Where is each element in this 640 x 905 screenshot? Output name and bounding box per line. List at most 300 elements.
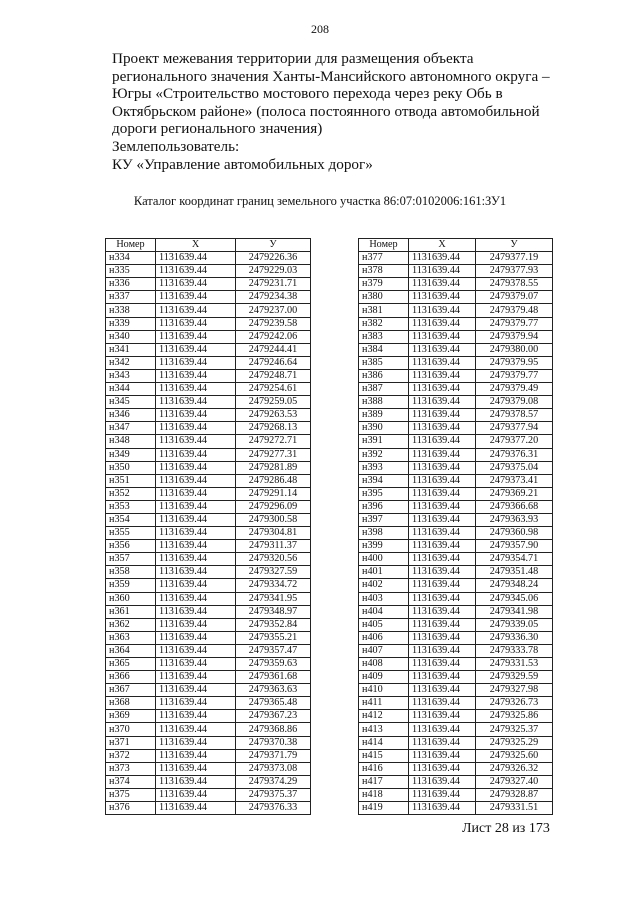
table-row xyxy=(106,697,311,710)
x-coordinate-cell: 1131639.44 xyxy=(409,343,476,356)
y-coordinate-cell: 2479375.04 xyxy=(476,461,553,474)
y-coordinate-cell: 2479231.71 xyxy=(236,278,311,291)
point-number-cell: н390 xyxy=(359,422,409,435)
x-coordinate-cell: 1131639.44 xyxy=(409,383,476,396)
table-row xyxy=(106,788,311,801)
table-row xyxy=(359,788,553,801)
table-row xyxy=(106,540,311,553)
point-number-cell: н379 xyxy=(359,278,409,291)
x-coordinate-cell: 1131639.44 xyxy=(156,592,236,605)
x-coordinate-cell: 1131639.44 xyxy=(409,684,476,697)
table-row xyxy=(106,409,311,422)
point-number-cell: н340 xyxy=(106,330,156,343)
point-number-cell: н385 xyxy=(359,356,409,369)
point-number-cell: н392 xyxy=(359,448,409,461)
y-coordinate-cell: 2479300.58 xyxy=(236,513,311,526)
point-number-cell: н384 xyxy=(359,343,409,356)
y-coordinate-cell: 2479377.19 xyxy=(476,252,553,265)
y-coordinate-cell: 2479277.31 xyxy=(236,448,311,461)
y-coordinate-cell: 2479375.37 xyxy=(236,788,311,801)
table-row xyxy=(359,330,553,343)
table-row xyxy=(359,487,553,500)
x-coordinate-cell: 1131639.44 xyxy=(156,618,236,631)
y-coordinate-cell: 2479379.77 xyxy=(476,317,553,330)
table-row xyxy=(106,369,311,382)
table-row xyxy=(106,278,311,291)
sheet-counter: Лист 28 из 173 xyxy=(462,821,550,836)
point-number-cell: н355 xyxy=(106,527,156,540)
y-coordinate-cell: 2479368.86 xyxy=(236,723,311,736)
table-row xyxy=(106,658,311,671)
table-row xyxy=(359,278,553,291)
point-number-cell: н388 xyxy=(359,396,409,409)
table-row xyxy=(106,343,311,356)
y-coordinate-cell: 2479242.06 xyxy=(236,330,311,343)
y-coordinate-cell: 2479229.03 xyxy=(236,265,311,278)
point-number-cell: н359 xyxy=(106,579,156,592)
y-coordinate-cell: 2479378.57 xyxy=(476,409,553,422)
x-coordinate-cell: 1131639.44 xyxy=(409,461,476,474)
y-coordinate-cell: 2479333.78 xyxy=(476,644,553,657)
point-number-cell: н357 xyxy=(106,553,156,566)
x-coordinate-cell: 1131639.44 xyxy=(409,396,476,409)
point-number-cell: н383 xyxy=(359,330,409,343)
table-row xyxy=(359,566,553,579)
x-coordinate-cell: 1131639.44 xyxy=(156,461,236,474)
column-header-number: Номер xyxy=(106,239,156,252)
point-number-cell: н365 xyxy=(106,658,156,671)
x-coordinate-cell: 1131639.44 xyxy=(409,487,476,500)
x-coordinate-cell: 1131639.44 xyxy=(156,788,236,801)
point-number-cell: н417 xyxy=(359,775,409,788)
point-number-cell: н374 xyxy=(106,775,156,788)
table-row xyxy=(106,566,311,579)
y-coordinate-cell: 2479244.41 xyxy=(236,343,311,356)
y-coordinate-cell: 2479304.81 xyxy=(236,527,311,540)
point-number-cell: н354 xyxy=(106,513,156,526)
y-coordinate-cell: 2479348.24 xyxy=(476,579,553,592)
point-number-cell: н342 xyxy=(106,356,156,369)
table-row xyxy=(106,422,311,435)
x-coordinate-cell: 1131639.44 xyxy=(409,540,476,553)
x-coordinate-cell: 1131639.44 xyxy=(156,278,236,291)
table-row xyxy=(106,252,311,265)
x-coordinate-cell: 1131639.44 xyxy=(156,265,236,278)
table-row xyxy=(106,291,311,304)
point-number-cell: н416 xyxy=(359,762,409,775)
header-line: регионального значения Ханты-Мансийского автономного округа – xyxy=(112,67,550,85)
point-number-cell: н380 xyxy=(359,291,409,304)
table-row xyxy=(359,461,553,474)
y-coordinate-cell: 2479272.71 xyxy=(236,435,311,448)
point-number-cell: н373 xyxy=(106,762,156,775)
x-coordinate-cell: 1131639.44 xyxy=(409,566,476,579)
x-coordinate-cell: 1131639.44 xyxy=(409,474,476,487)
header-line: Югры «Строительство мостового перехода через реку Обь в xyxy=(112,85,503,103)
table-row xyxy=(106,618,311,631)
y-coordinate-cell: 2479329.59 xyxy=(476,671,553,684)
x-coordinate-cell: 1131639.44 xyxy=(156,383,236,396)
point-number-cell: н336 xyxy=(106,278,156,291)
y-coordinate-cell: 2479373.08 xyxy=(236,762,311,775)
y-coordinate-cell: 2479374.29 xyxy=(236,775,311,788)
point-number-cell: н407 xyxy=(359,644,409,657)
table-row xyxy=(359,697,553,710)
table-row xyxy=(359,592,553,605)
x-coordinate-cell: 1131639.44 xyxy=(156,487,236,500)
y-coordinate-cell: 2479331.53 xyxy=(476,658,553,671)
table-row xyxy=(359,265,553,278)
x-coordinate-cell: 1131639.44 xyxy=(409,291,476,304)
point-number-cell: н334 xyxy=(106,252,156,265)
y-coordinate-cell: 2479237.00 xyxy=(236,304,311,317)
x-coordinate-cell: 1131639.44 xyxy=(156,710,236,723)
x-coordinate-cell: 1131639.44 xyxy=(409,671,476,684)
y-coordinate-cell: 2479354.71 xyxy=(476,553,553,566)
point-number-cell: н404 xyxy=(359,605,409,618)
y-coordinate-cell: 2479352.84 xyxy=(236,618,311,631)
table-row xyxy=(106,474,311,487)
x-coordinate-cell: 1131639.44 xyxy=(156,527,236,540)
x-coordinate-cell: 1131639.44 xyxy=(409,553,476,566)
x-coordinate-cell: 1131639.44 xyxy=(409,802,476,815)
x-coordinate-cell: 1131639.44 xyxy=(409,278,476,291)
table-row xyxy=(359,435,553,448)
y-coordinate-cell: 2479371.79 xyxy=(236,749,311,762)
y-coordinate-cell: 2479357.47 xyxy=(236,644,311,657)
table-row xyxy=(359,383,553,396)
page-number: 208 xyxy=(311,22,329,36)
x-coordinate-cell: 1131639.44 xyxy=(409,762,476,775)
point-number-cell: н356 xyxy=(106,540,156,553)
table-row xyxy=(106,684,311,697)
point-number-cell: н386 xyxy=(359,369,409,382)
y-coordinate-cell: 2479327.59 xyxy=(236,566,311,579)
table-row xyxy=(359,527,553,540)
y-coordinate-cell: 2479263.53 xyxy=(236,409,311,422)
x-coordinate-cell: 1131639.44 xyxy=(409,513,476,526)
point-number-cell: н408 xyxy=(359,658,409,671)
point-number-cell: н406 xyxy=(359,631,409,644)
point-number-cell: н402 xyxy=(359,579,409,592)
table-row xyxy=(359,644,553,657)
x-coordinate-cell: 1131639.44 xyxy=(409,775,476,788)
x-coordinate-cell: 1131639.44 xyxy=(156,330,236,343)
point-number-cell: н348 xyxy=(106,435,156,448)
coordinates-table-left xyxy=(105,238,311,815)
y-coordinate-cell: 2479328.87 xyxy=(476,788,553,801)
table-row xyxy=(106,631,311,644)
y-coordinate-cell: 2479348.97 xyxy=(236,605,311,618)
x-coordinate-cell: 1131639.44 xyxy=(409,356,476,369)
x-coordinate-cell: 1131639.44 xyxy=(156,553,236,566)
column-header-x: Х xyxy=(409,239,476,252)
point-number-cell: н391 xyxy=(359,435,409,448)
x-coordinate-cell: 1131639.44 xyxy=(409,605,476,618)
point-number-cell: н415 xyxy=(359,749,409,762)
y-coordinate-cell: 2479291.14 xyxy=(236,487,311,500)
land-user-label: Землепользователь: xyxy=(112,137,240,155)
x-coordinate-cell: 1131639.44 xyxy=(409,369,476,382)
x-coordinate-cell: 1131639.44 xyxy=(409,579,476,592)
y-coordinate-cell: 2479254.61 xyxy=(236,383,311,396)
point-number-cell: н414 xyxy=(359,736,409,749)
table-row xyxy=(359,671,553,684)
column-header-x: Х xyxy=(156,239,236,252)
point-number-cell: н389 xyxy=(359,409,409,422)
y-coordinate-cell: 2479379.49 xyxy=(476,383,553,396)
y-coordinate-cell: 2479373.41 xyxy=(476,474,553,487)
x-coordinate-cell: 1131639.44 xyxy=(409,749,476,762)
table-row xyxy=(359,422,553,435)
table-row xyxy=(359,343,553,356)
x-coordinate-cell: 1131639.44 xyxy=(156,343,236,356)
x-coordinate-cell: 1131639.44 xyxy=(409,618,476,631)
table-row xyxy=(359,710,553,723)
table-row xyxy=(106,802,311,815)
table-row xyxy=(106,723,311,736)
x-coordinate-cell: 1131639.44 xyxy=(156,317,236,330)
x-coordinate-cell: 1131639.44 xyxy=(409,330,476,343)
x-coordinate-cell: 1131639.44 xyxy=(409,736,476,749)
x-coordinate-cell: 1131639.44 xyxy=(156,396,236,409)
point-number-cell: н361 xyxy=(106,605,156,618)
table-row xyxy=(106,605,311,618)
x-coordinate-cell: 1131639.44 xyxy=(156,566,236,579)
point-number-cell: н382 xyxy=(359,317,409,330)
table-row xyxy=(106,749,311,762)
table-row xyxy=(106,527,311,540)
point-number-cell: н375 xyxy=(106,788,156,801)
y-coordinate-cell: 2479379.48 xyxy=(476,304,553,317)
x-coordinate-cell: 1131639.44 xyxy=(156,540,236,553)
y-coordinate-cell: 2479334.72 xyxy=(236,579,311,592)
x-coordinate-cell: 1131639.44 xyxy=(409,631,476,644)
y-coordinate-cell: 2479363.93 xyxy=(476,513,553,526)
x-coordinate-cell: 1131639.44 xyxy=(156,644,236,657)
y-coordinate-cell: 2479355.21 xyxy=(236,631,311,644)
y-coordinate-cell: 2479325.37 xyxy=(476,723,553,736)
table-row xyxy=(359,658,553,671)
point-number-cell: н337 xyxy=(106,291,156,304)
y-coordinate-cell: 2479376.33 xyxy=(236,802,311,815)
x-coordinate-cell: 1131639.44 xyxy=(156,304,236,317)
y-coordinate-cell: 2479363.63 xyxy=(236,684,311,697)
y-coordinate-cell: 2479248.71 xyxy=(236,369,311,382)
table-row xyxy=(359,369,553,382)
point-number-cell: н352 xyxy=(106,487,156,500)
x-coordinate-cell: 1131639.44 xyxy=(156,579,236,592)
point-number-cell: н399 xyxy=(359,540,409,553)
point-number-cell: н410 xyxy=(359,684,409,697)
point-number-cell: н400 xyxy=(359,553,409,566)
y-coordinate-cell: 2479268.13 xyxy=(236,422,311,435)
document-header xyxy=(112,50,582,173)
y-coordinate-cell: 2479380.00 xyxy=(476,343,553,356)
point-number-cell: н395 xyxy=(359,487,409,500)
x-coordinate-cell: 1131639.44 xyxy=(409,317,476,330)
x-coordinate-cell: 1131639.44 xyxy=(409,697,476,710)
table-header-row xyxy=(359,239,553,252)
table-row xyxy=(359,775,553,788)
x-coordinate-cell: 1131639.44 xyxy=(409,710,476,723)
point-number-cell: н363 xyxy=(106,631,156,644)
x-coordinate-cell: 1131639.44 xyxy=(409,592,476,605)
coordinates-table-right xyxy=(358,238,553,815)
point-number-cell: н353 xyxy=(106,500,156,513)
y-coordinate-cell: 2479357.90 xyxy=(476,540,553,553)
x-coordinate-cell: 1131639.44 xyxy=(156,409,236,422)
table-row xyxy=(359,317,553,330)
y-coordinate-cell: 2479366.68 xyxy=(476,500,553,513)
y-coordinate-cell: 2479379.77 xyxy=(476,369,553,382)
table-row xyxy=(359,252,553,265)
table-row xyxy=(359,500,553,513)
point-number-cell: н398 xyxy=(359,527,409,540)
table-row xyxy=(106,775,311,788)
catalog-title: Каталог координат границ земельного участка 86:07:0102006:161:ЗУ1 xyxy=(133,194,507,208)
table-row xyxy=(359,749,553,762)
point-number-cell: н394 xyxy=(359,474,409,487)
table-row xyxy=(106,461,311,474)
table-row xyxy=(106,500,311,513)
point-number-cell: н412 xyxy=(359,710,409,723)
x-coordinate-cell: 1131639.44 xyxy=(409,435,476,448)
point-number-cell: н338 xyxy=(106,304,156,317)
table-row xyxy=(359,605,553,618)
header-line: дороги регионального значения) xyxy=(112,120,323,138)
point-number-cell: н401 xyxy=(359,566,409,579)
x-coordinate-cell: 1131639.44 xyxy=(156,762,236,775)
y-coordinate-cell: 2479320.56 xyxy=(236,553,311,566)
point-number-cell: н381 xyxy=(359,304,409,317)
table-row xyxy=(359,356,553,369)
x-coordinate-cell: 1131639.44 xyxy=(156,658,236,671)
y-coordinate-cell: 2479351.48 xyxy=(476,566,553,579)
table-row xyxy=(359,579,553,592)
y-coordinate-cell: 2479339.05 xyxy=(476,618,553,631)
x-coordinate-cell: 1131639.44 xyxy=(156,749,236,762)
table-row xyxy=(359,396,553,409)
table-row xyxy=(359,553,553,566)
point-number-cell: н405 xyxy=(359,618,409,631)
point-number-cell: н346 xyxy=(106,409,156,422)
y-coordinate-cell: 2479327.40 xyxy=(476,775,553,788)
x-coordinate-cell: 1131639.44 xyxy=(409,252,476,265)
column-header-y: У xyxy=(476,239,553,252)
point-number-cell: н397 xyxy=(359,513,409,526)
table-row xyxy=(359,448,553,461)
table-row xyxy=(106,579,311,592)
table-row xyxy=(359,684,553,697)
table-row xyxy=(106,265,311,278)
y-coordinate-cell: 2479345.06 xyxy=(476,592,553,605)
point-number-cell: н344 xyxy=(106,383,156,396)
x-coordinate-cell: 1131639.44 xyxy=(409,265,476,278)
x-coordinate-cell: 1131639.44 xyxy=(156,684,236,697)
x-coordinate-cell: 1131639.44 xyxy=(156,671,236,684)
table-row xyxy=(106,513,311,526)
x-coordinate-cell: 1131639.44 xyxy=(409,527,476,540)
column-header-y: У xyxy=(236,239,311,252)
y-coordinate-cell: 2479325.86 xyxy=(476,710,553,723)
y-coordinate-cell: 2479296.09 xyxy=(236,500,311,513)
point-number-cell: н370 xyxy=(106,723,156,736)
point-number-cell: н351 xyxy=(106,474,156,487)
table-row xyxy=(106,762,311,775)
table-row xyxy=(359,513,553,526)
point-number-cell: н368 xyxy=(106,697,156,710)
point-number-cell: н419 xyxy=(359,802,409,815)
x-coordinate-cell: 1131639.44 xyxy=(156,513,236,526)
table-row xyxy=(106,317,311,330)
point-number-cell: н364 xyxy=(106,644,156,657)
y-coordinate-cell: 2479341.95 xyxy=(236,592,311,605)
x-coordinate-cell: 1131639.44 xyxy=(156,474,236,487)
x-coordinate-cell: 1131639.44 xyxy=(409,788,476,801)
table-row xyxy=(106,435,311,448)
point-number-cell: н387 xyxy=(359,383,409,396)
y-coordinate-cell: 2479327.98 xyxy=(476,684,553,697)
y-coordinate-cell: 2479370.38 xyxy=(236,736,311,749)
x-coordinate-cell: 1131639.44 xyxy=(156,422,236,435)
y-coordinate-cell: 2479281.89 xyxy=(236,461,311,474)
x-coordinate-cell: 1131639.44 xyxy=(409,500,476,513)
y-coordinate-cell: 2479234.38 xyxy=(236,291,311,304)
x-coordinate-cell: 1131639.44 xyxy=(409,409,476,422)
point-number-cell: н347 xyxy=(106,422,156,435)
table-row xyxy=(359,474,553,487)
x-coordinate-cell: 1131639.44 xyxy=(156,252,236,265)
point-number-cell: н396 xyxy=(359,500,409,513)
column-header-number: Номер xyxy=(359,239,409,252)
table-row xyxy=(359,736,553,749)
table-row xyxy=(106,592,311,605)
y-coordinate-cell: 2479286.48 xyxy=(236,474,311,487)
table-row xyxy=(106,448,311,461)
y-coordinate-cell: 2479239.58 xyxy=(236,317,311,330)
table-row xyxy=(106,553,311,566)
table-row xyxy=(359,304,553,317)
table-row xyxy=(106,330,311,343)
x-coordinate-cell: 1131639.44 xyxy=(409,723,476,736)
table-row xyxy=(359,802,553,815)
y-coordinate-cell: 2479367.23 xyxy=(236,710,311,723)
x-coordinate-cell: 1131639.44 xyxy=(156,356,236,369)
table-row xyxy=(106,487,311,500)
y-coordinate-cell: 2479331.51 xyxy=(476,802,553,815)
header-line: Октябрьском районе» (полоса постоянного отвода автомобильной xyxy=(112,102,540,120)
point-number-cell: н372 xyxy=(106,749,156,762)
x-coordinate-cell: 1131639.44 xyxy=(156,723,236,736)
point-number-cell: н393 xyxy=(359,461,409,474)
point-number-cell: н350 xyxy=(106,461,156,474)
y-coordinate-cell: 2479341.98 xyxy=(476,605,553,618)
table-row xyxy=(359,762,553,775)
y-coordinate-cell: 2479325.60 xyxy=(476,749,553,762)
point-number-cell: н378 xyxy=(359,265,409,278)
point-number-cell: н358 xyxy=(106,566,156,579)
y-coordinate-cell: 2479377.94 xyxy=(476,422,553,435)
point-number-cell: н376 xyxy=(106,802,156,815)
x-coordinate-cell: 1131639.44 xyxy=(156,500,236,513)
point-number-cell: н418 xyxy=(359,788,409,801)
point-number-cell: н413 xyxy=(359,723,409,736)
point-number-cell: н360 xyxy=(106,592,156,605)
point-number-cell: н362 xyxy=(106,618,156,631)
x-coordinate-cell: 1131639.44 xyxy=(156,631,236,644)
point-number-cell: н345 xyxy=(106,396,156,409)
